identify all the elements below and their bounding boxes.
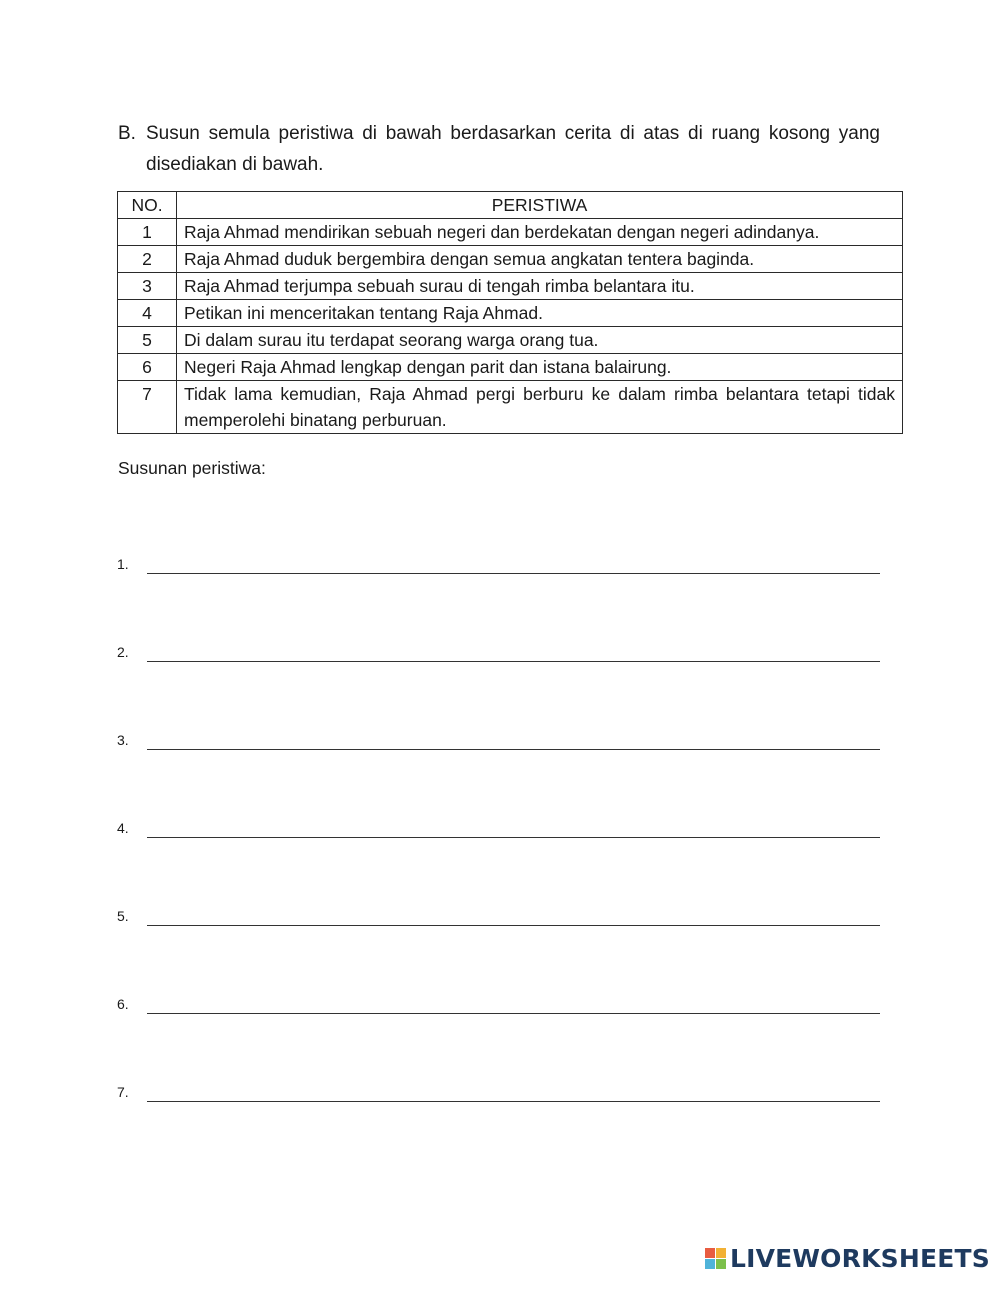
answer-row bbox=[117, 548, 880, 574]
row-event: Di dalam surau itu terdapat seorang warga orang tua. bbox=[177, 327, 903, 354]
table-row bbox=[118, 327, 903, 354]
row-event: Tidak lama kemudian, Raja Ahmad pergi berburu ke dalam rimba belantara tetapi tidak memperolehi binatang perburuan. bbox=[177, 381, 903, 434]
answer-number: 6. bbox=[117, 996, 129, 1012]
question-text: Susun semula peristiwa di bawah berdasarkan cerita di atas di ruang kosong yang disediakan di bawah. bbox=[146, 123, 880, 175]
answer-row bbox=[117, 750, 880, 838]
answer-row bbox=[117, 1014, 880, 1102]
logo-cell bbox=[716, 1248, 726, 1258]
question-instruction bbox=[118, 118, 880, 180]
table-row bbox=[118, 273, 903, 300]
order-label: Susunan peristiwa: bbox=[118, 458, 266, 478]
answer-field-5[interactable] bbox=[147, 905, 880, 926]
table-row bbox=[118, 381, 903, 434]
events-table bbox=[117, 191, 903, 434]
answer-row bbox=[117, 574, 880, 662]
table-header-row bbox=[118, 192, 903, 219]
row-number: 5 bbox=[118, 327, 177, 354]
logo-cell bbox=[716, 1259, 726, 1269]
answer-number: 3. bbox=[117, 732, 129, 748]
liveworksheets-brand[interactable] bbox=[705, 1244, 990, 1273]
row-number: 2 bbox=[118, 246, 177, 273]
logo-cell bbox=[705, 1248, 715, 1258]
answer-field-7[interactable] bbox=[147, 1081, 880, 1102]
row-event: Raja Ahmad terjumpa sebuah surau di tengah rimba belantara itu. bbox=[177, 273, 903, 300]
answer-field-1[interactable] bbox=[147, 553, 880, 574]
row-number: 4 bbox=[118, 300, 177, 327]
row-number: 3 bbox=[118, 273, 177, 300]
row-event: Negeri Raja Ahmad lengkap dengan parit dan istana balairung. bbox=[177, 354, 903, 381]
answer-field-2[interactable] bbox=[147, 641, 880, 662]
row-number: 1 bbox=[118, 219, 177, 246]
row-event: Raja Ahmad duduk bergembira dengan semua angkatan tentera baginda. bbox=[177, 246, 903, 273]
liveworksheets-logo-icon bbox=[705, 1248, 726, 1269]
answer-number: 5. bbox=[117, 908, 129, 924]
table-row bbox=[118, 246, 903, 273]
row-number: 6 bbox=[118, 354, 177, 381]
row-event: Raja Ahmad mendirikan sebuah negeri dan berdekatan dengan negeri adindanya. bbox=[177, 219, 903, 246]
answer-row bbox=[117, 662, 880, 750]
answer-number: 4. bbox=[117, 820, 129, 836]
answer-field-3[interactable] bbox=[147, 729, 880, 750]
table-row bbox=[118, 300, 903, 327]
row-number: 7 bbox=[118, 381, 177, 434]
row-event: Petikan ini menceritakan tentang Raja Ahmad. bbox=[177, 300, 903, 327]
question-letter: B. bbox=[118, 123, 136, 144]
answer-row bbox=[117, 838, 880, 926]
answer-number: 1. bbox=[117, 556, 129, 572]
answer-list bbox=[117, 548, 880, 1102]
table-row bbox=[118, 219, 903, 246]
answer-row bbox=[117, 926, 880, 1014]
answer-field-4[interactable] bbox=[147, 817, 880, 838]
answer-number: 2. bbox=[117, 644, 129, 660]
answer-number: 7. bbox=[117, 1084, 129, 1100]
header-no: NO. bbox=[118, 192, 177, 219]
brand-name: LIVEWORKSHEETS bbox=[729, 1244, 990, 1273]
answer-field-6[interactable] bbox=[147, 993, 880, 1014]
table-row bbox=[118, 354, 903, 381]
header-peristiwa: PERISTIWA bbox=[177, 192, 903, 219]
logo-cell bbox=[705, 1259, 715, 1269]
